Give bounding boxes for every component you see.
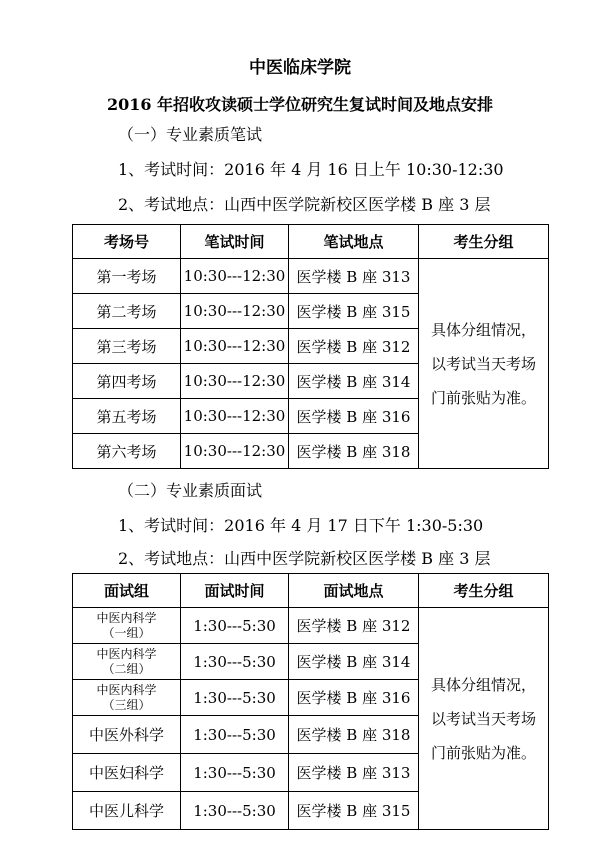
group-name: 中医内科学 [96, 610, 157, 625]
note-line: 以考试当天考场 [430, 709, 536, 728]
note-line: 门前张贴为准。 [430, 743, 536, 762]
time-cell: 10:30---12:30 [181, 399, 289, 434]
place-cell: 医学楼 B 座 312 [289, 329, 419, 364]
time-cell: 10:30---12:30 [181, 259, 289, 294]
header-cell: 面试地点 [289, 574, 419, 608]
place-cell: 医学楼 B 座 316 [289, 680, 419, 716]
time-cell: 1:30---5:30 [181, 608, 289, 644]
interview-place: 2、考试地点：山西中医学院新校区医学楼 B 座 3 层 [118, 549, 491, 568]
interview-time: 1、考试时间：2016 年 4 月 17 日下午 1:30-5:30 [118, 516, 484, 535]
table-row [73, 608, 549, 644]
time-cell: 1:30---5:30 [181, 716, 289, 754]
written-place: 2、考试地点：山西中医学院新校区医学楼 B 座 3 层 [118, 195, 491, 214]
room-cell: 第六考场 [73, 434, 181, 469]
group-name: 中医内科学 [96, 682, 157, 697]
room-cell: 第三考场 [73, 329, 181, 364]
place-cell: 医学楼 B 座 318 [289, 434, 419, 469]
time-cell: 10:30---12:30 [181, 294, 289, 329]
group-sub: （二组） [102, 661, 151, 676]
header-cell: 考生分组 [419, 574, 549, 608]
interview-table [72, 573, 549, 830]
group-sub: （一组） [102, 625, 151, 640]
note-line: 具体分组情况， [430, 675, 536, 694]
written-heading: （一）专业素质笔试 [118, 125, 263, 144]
note-line: 以考试当天考场 [430, 354, 536, 373]
room-cell: 第一考场 [73, 259, 181, 294]
group-cell [73, 608, 181, 644]
page-title: 中医临床学院 [249, 58, 351, 78]
header-cell: 笔试时间 [181, 225, 289, 259]
place-cell: 医学楼 B 座 315 [289, 294, 419, 329]
group-sub: （三组） [102, 697, 151, 712]
room-cell: 第二考场 [73, 294, 181, 329]
group-cell [73, 644, 181, 680]
note-line: 具体分组情况， [430, 320, 536, 339]
header-cell: 考场号 [73, 225, 181, 259]
interview-heading: （二）专业素质面试 [118, 481, 263, 500]
note-line: 门前张贴为准。 [430, 388, 536, 407]
time-cell: 10:30---12:30 [181, 329, 289, 364]
place-cell: 医学楼 B 座 313 [289, 754, 419, 792]
place-cell: 医学楼 B 座 316 [289, 399, 419, 434]
page-subtitle: 2016 年招收攻读硕士学位研究生复试时间及地点安排 [106, 95, 494, 114]
header-cell: 笔试地点 [289, 225, 419, 259]
time-cell: 1:30---5:30 [181, 680, 289, 716]
room-cell: 第五考场 [73, 399, 181, 434]
time-cell: 1:30---5:30 [181, 644, 289, 680]
place-cell: 医学楼 B 座 312 [289, 608, 419, 644]
group-cell: 中医妇科学 [73, 754, 181, 792]
room-cell: 第四考场 [73, 364, 181, 399]
group-cell: 中医外科学 [73, 716, 181, 754]
group-cell: 中医儿科学 [73, 792, 181, 830]
header-cell: 考生分组 [419, 225, 549, 259]
written-time: 1、考试时间：2016 年 4 月 16 日上午 10:30-12:30 [118, 160, 504, 179]
table-header-row [73, 574, 549, 608]
table-row [73, 259, 549, 294]
place-cell: 医学楼 B 座 314 [289, 364, 419, 399]
header-cell: 面试时间 [181, 574, 289, 608]
header-cell: 面试组 [73, 574, 181, 608]
place-cell: 医学楼 B 座 315 [289, 792, 419, 830]
group-note-cell [419, 259, 549, 469]
table-header-row [73, 225, 549, 259]
place-cell: 医学楼 B 座 313 [289, 259, 419, 294]
time-cell: 1:30---5:30 [181, 792, 289, 830]
place-cell: 医学楼 B 座 314 [289, 644, 419, 680]
place-cell: 医学楼 B 座 318 [289, 716, 419, 754]
time-cell: 1:30---5:30 [181, 754, 289, 792]
time-cell: 10:30---12:30 [181, 364, 289, 399]
group-cell [73, 680, 181, 716]
time-cell: 10:30---12:30 [181, 434, 289, 469]
written-table [72, 224, 549, 469]
group-note-cell [419, 608, 549, 830]
group-name: 中医内科学 [96, 646, 157, 661]
